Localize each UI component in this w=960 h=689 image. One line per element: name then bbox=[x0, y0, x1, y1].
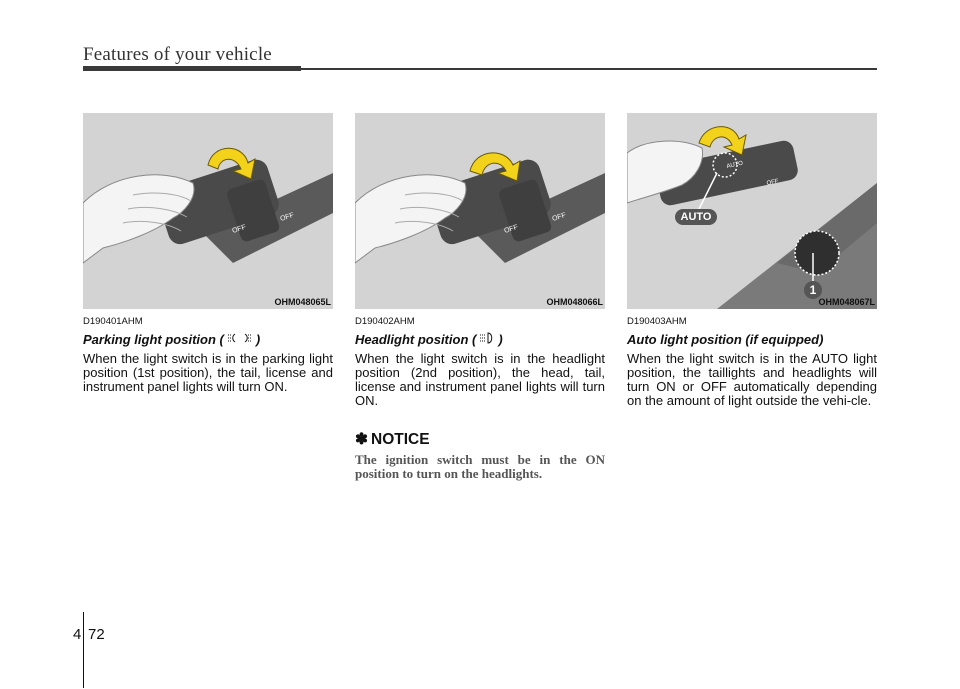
figure-parking-light bbox=[83, 113, 333, 309]
section-auto-light bbox=[627, 316, 877, 408]
svg-text:OFF: OFF bbox=[231, 223, 247, 235]
figure-code: OHM048066L bbox=[546, 297, 603, 307]
doc-code: D190401AHM bbox=[83, 316, 143, 327]
figure-code: OHM048067L bbox=[818, 297, 875, 307]
footer-rule bbox=[83, 612, 84, 688]
header-rule bbox=[83, 66, 301, 71]
notice-title-text: NOTICE bbox=[371, 430, 430, 448]
notice-body: The ignition switch must be in the ON position to turn on the headlights. bbox=[355, 452, 605, 481]
section-title bbox=[83, 332, 333, 347]
parking-light-icon bbox=[227, 332, 253, 347]
stalk-illustration bbox=[355, 113, 605, 309]
section-title-suffix: ) bbox=[498, 332, 503, 347]
section-title bbox=[355, 332, 605, 347]
callout-number: 1 bbox=[804, 281, 822, 299]
section-headlight bbox=[355, 316, 605, 481]
svg-text:OFF: OFF bbox=[503, 223, 519, 235]
chapter-number: 4 bbox=[73, 626, 82, 643]
figure-auto-light bbox=[627, 113, 877, 309]
section-title-prefix: Parking light position ( bbox=[83, 332, 224, 347]
doc-code: D190402AHM bbox=[355, 316, 415, 327]
section-title: Auto light position (if equipped) bbox=[627, 332, 824, 347]
stalk-illustration bbox=[627, 113, 877, 309]
figure-headlight bbox=[355, 113, 605, 309]
notice-symbol-icon: ✽ bbox=[355, 431, 368, 448]
section-title-suffix: ) bbox=[255, 332, 261, 347]
header-rule-thin bbox=[301, 68, 877, 70]
notice-title bbox=[355, 430, 605, 449]
section-title-prefix: Headlight position ( bbox=[355, 332, 477, 347]
svg-text:AUTO: AUTO bbox=[726, 160, 744, 170]
stalk-illustration bbox=[83, 113, 333, 309]
section-parking-light bbox=[83, 316, 333, 394]
page-number: 72 bbox=[88, 626, 105, 643]
svg-text:OFF: OFF bbox=[766, 178, 780, 187]
auto-callout: AUTO bbox=[675, 209, 717, 225]
svg-text:OFF: OFF bbox=[551, 211, 567, 223]
section-body: When the light switch is in the headlight position (2nd position), the head, tail, license and instrument panel lights will turn ON. bbox=[355, 351, 605, 408]
page-header-title: Features of your vehicle bbox=[83, 44, 272, 65]
svg-text:OFF: OFF bbox=[279, 211, 295, 223]
headlight-icon bbox=[479, 332, 495, 347]
section-body: When the light switch is in the AUTO light position, the taillights and headlights will turn ON or OFF automatically depending on the amount of light outside the vehi-cle. bbox=[627, 351, 877, 408]
section-body: When the light switch is in the parking light position (1st position), the tail, license and instrument panel lights will turn ON. bbox=[83, 351, 333, 394]
doc-code: D190403AHM bbox=[627, 316, 687, 327]
figure-code: OHM048065L bbox=[274, 297, 331, 307]
